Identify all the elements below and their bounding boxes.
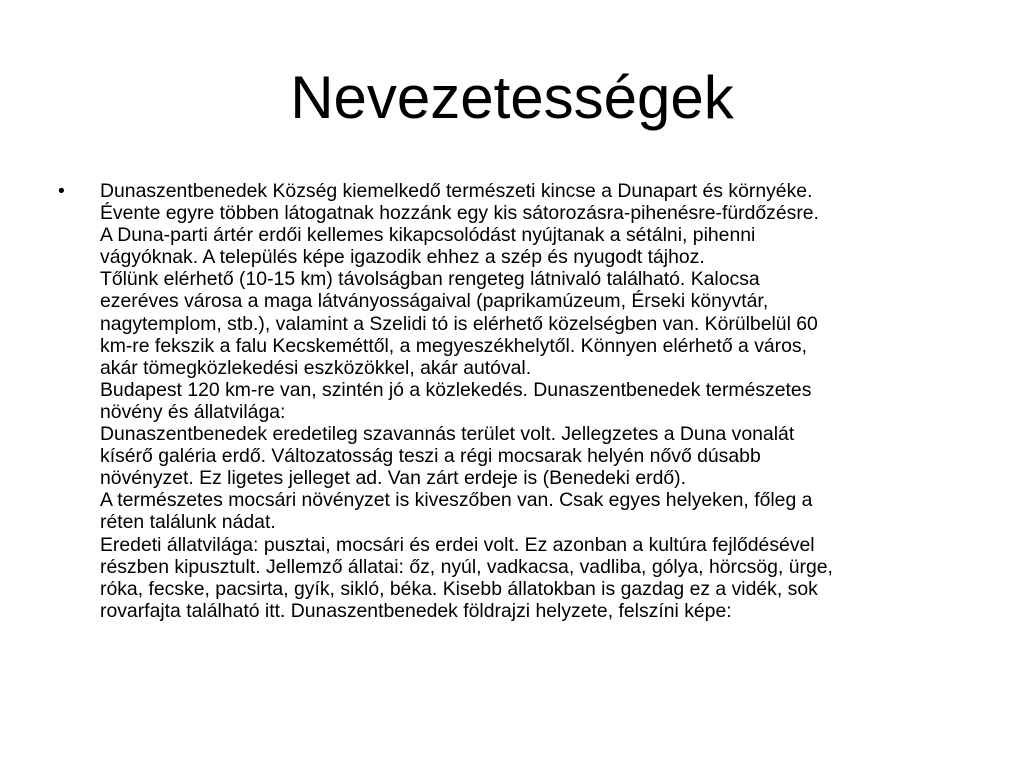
- body-text-line: rovarfajta található itt. Dunaszentbenedek földrajzi helyzete, felszíni képe:: [100, 599, 732, 622]
- body-text-line: Évente egyre többen látogatnak hozzánk egy kis sátorozásra-pihenésre-fürdőzésre.: [100, 202, 819, 225]
- body-text-line: nagytemplom, stb.), valamint a Szelidi tó is elérhető közelségben van. Körülbelül 60: [100, 312, 818, 335]
- slide-title: Nevezetességek: [290, 64, 734, 131]
- body-text-line: vágyóknak. A település képe igazodik ehhez a szép és nyugodt tájhoz.: [100, 246, 705, 269]
- bullet-icon: •: [58, 180, 65, 202]
- body-text-line: réten találunk nádat.: [100, 511, 276, 534]
- body-text-line: akár tömegközlekedési eszközökkel, akár autóval.: [100, 356, 532, 379]
- body-text-line: Dunaszentbenedek eredetileg szavannás terület volt. Jellegzetes a Duna vonalát: [100, 423, 795, 446]
- bullet-list: [58, 180, 968, 622]
- body-text-line: A természetes mocsári növényzet is kiveszőben van. Csak egyes helyeken, főleg a: [100, 489, 813, 512]
- body-text-line: Eredeti állatvilága: pusztai, mocsári és erdei volt. Ez azonban a kultúra fejlődésével: [100, 533, 815, 556]
- body-text-line: kísérő galéria erdő. Változatosság teszi a régi mocsarak helyén nővő dúsabb: [100, 445, 761, 468]
- body-text-line: Dunaszentbenedek Község kiemelkedő természeti kincse a Dunapart és környéke.: [100, 180, 813, 202]
- body-text-line: Budapest 120 km-re van, szintén jó a közlekedés. Dunaszentbenedek természetes: [100, 378, 812, 401]
- body-text-line: Tőlünk elérhető (10-15 km) távolságban rengeteg látnivaló található. Kalocsa: [100, 268, 760, 291]
- body-text-line: A Duna-parti ártér erdői kellemes kikapcsolódást nyújtanak a sétálni, pihenni: [100, 224, 756, 247]
- body-text-line: növényzet. Ez ligetes jelleget ad. Van zárt erdeje is (Benedeki erdő).: [100, 467, 686, 490]
- body-text-line: róka, fecske, pacsirta, gyík, sikló, béka. Kisebb állatokban is gazdag ez a vidék, sok: [100, 577, 818, 600]
- body-text-line: növény és állatvilága:: [100, 400, 286, 423]
- body-text-line: km-re fekszik a falu Kecskeméttől, a megyeszékhelytől. Könnyen elérhető a város,: [100, 334, 808, 357]
- bullet-item: [58, 180, 968, 622]
- body-text-line: ezeréves városa a maga látványosságaival (paprikamúzeum, Érseki könyvtár,: [100, 290, 769, 313]
- body-text-line: részben kipusztult. Jellemző állatai: őz, nyúl, vadkacsa, vadliba, gólya, hörcsög, ürge,: [100, 555, 833, 578]
